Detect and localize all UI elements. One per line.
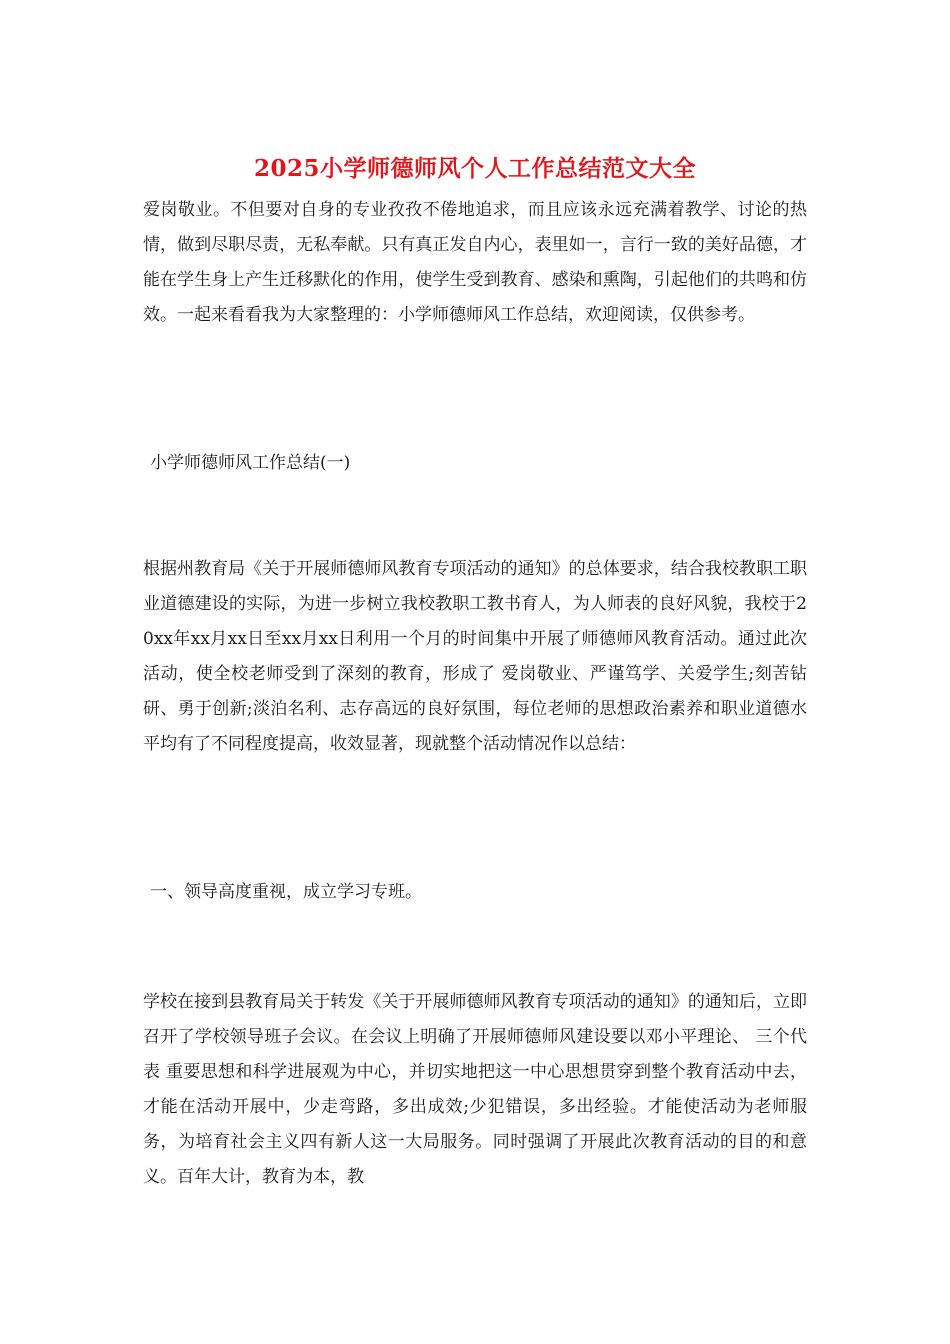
body-paragraph-1: 根据州教育局《关于开展师德师风教育专项活动的通知》的总体要求，结合我校教职工职业道德建设的实际，为进一步树立我校教职工教书育人，为人师表的良好风貌，我校于20xx年xx月xx日至xx月xx日利用一个月的时间集中开展了师德师风教育活动。通过此次活动，使全校老师受到了深刻的教育，形成了 爱岗敬业、严谨笃学、关爱学生;刻苦钻研、勇于创新;淡泊名利、志存高远的良好氛围，每位老师的思想政治素养和职业道德水平均有了不同程度提高，收效显著，现就整个活动情况作以总结： [143,559,807,754]
intro-paragraph: 爱岗敬业。不但要对自身的专业孜孜不倦地追求，而且应该永远充满着教学、讨论的热情，做到尽职尽责，无私奉献。只有真正发自内心，表里如一，言行一致的美好品德，才能在学生身上产生迁移默化的作用，使学生受到教育、感染和熏陶，引起他们的共鸣和仿效。一起来看看我为大家整理的：小学师德师风工作总结，欢迎阅读，仅供参考。 [143,200,807,325]
body-paragraph-2: 学校在接到县教育局关于转发《关于开展师德师风教育专项活动的通知》的通知后，立即召开了学校领导班子会议。在会议上明确了开展师德师风建设要以邓小平理论、 三个代表 重要思想和科学进展观为中心，并切实地把这一中心思想贯穿到整个教育活动中去，才能在活动开展中，少走弯路，多出成效;少犯错误，多出经验。才能使活动为老师服务，为培育社会主义四有新人这一大局服务。同时强调了开展此次教育活动的目的和意义。百年大计，教育为本，教 [143,992,807,1187]
document-title: 2025小学师德师风个人工作总结范文大全 [253,155,696,182]
section-heading: 小学师德师风工作总结(一) [150,453,351,473]
subheading-1: 一、领导高度重视，成立学习专班。 [150,882,422,902]
